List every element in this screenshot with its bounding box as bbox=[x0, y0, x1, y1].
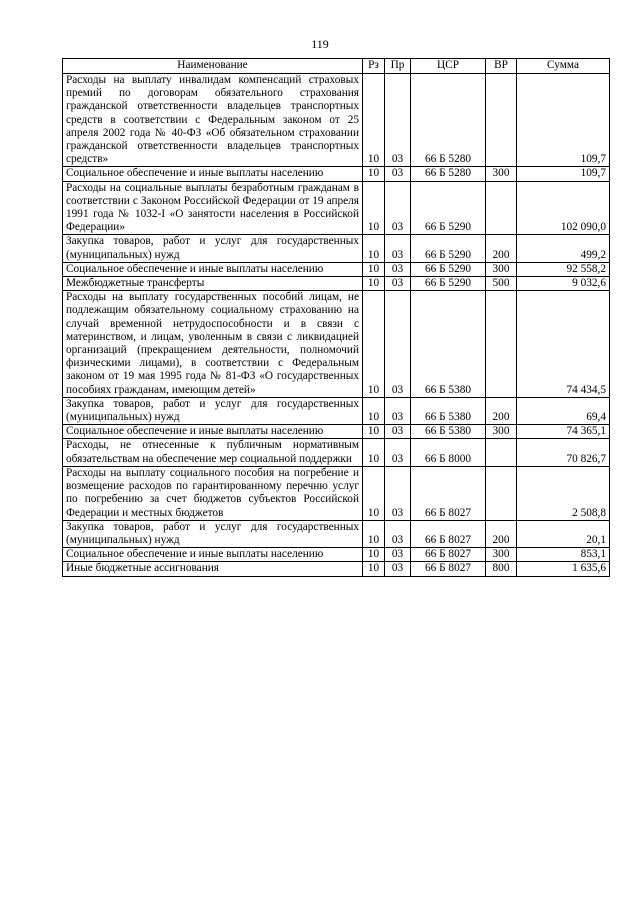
cell-pr: 03 bbox=[385, 425, 411, 439]
cell-name: Закупка товаров, работ и услуг для государственных (муниципальных) нужд bbox=[63, 235, 363, 262]
table-row bbox=[63, 277, 610, 291]
cell-csr: 66 Б 5290 bbox=[411, 181, 486, 235]
cell-sum: 102 090,0 bbox=[517, 181, 610, 235]
table-row bbox=[63, 562, 610, 576]
cell-pr: 03 bbox=[385, 181, 411, 235]
column-header-csr: ЦСР bbox=[411, 59, 486, 74]
cell-csr: 66 Б 8000 bbox=[411, 439, 486, 466]
cell-pr: 03 bbox=[385, 291, 411, 398]
cell-sum: 74 434,5 bbox=[517, 291, 610, 398]
cell-pr: 03 bbox=[385, 74, 411, 167]
table-row bbox=[63, 439, 610, 466]
cell-sum: 20,1 bbox=[517, 520, 610, 547]
cell-rz: 10 bbox=[363, 397, 385, 424]
cell-name: Закупка товаров, работ и услуг для государственных (муниципальных) нужд bbox=[63, 520, 363, 547]
cell-rz: 10 bbox=[363, 520, 385, 547]
column-header-name: Наименование bbox=[63, 59, 363, 74]
table-row bbox=[63, 181, 610, 235]
cell-name: Расходы на социальные выплаты безработным гражданам в соответствии с Законом Российской Федерации от 19 апреля 1991 года № 1032-I «О занятости населения в Российской Федерации» bbox=[63, 181, 363, 235]
table-row bbox=[63, 425, 610, 439]
table-row bbox=[63, 291, 610, 398]
column-header-rz: Рз bbox=[363, 59, 385, 74]
cell-rz: 10 bbox=[363, 562, 385, 576]
cell-rz: 10 bbox=[363, 548, 385, 562]
cell-sum: 74 365,1 bbox=[517, 425, 610, 439]
column-header-vr: ВР bbox=[486, 59, 517, 74]
cell-sum: 1 635,6 bbox=[517, 562, 610, 576]
cell-pr: 03 bbox=[385, 439, 411, 466]
cell-sum: 499,2 bbox=[517, 235, 610, 262]
cell-rz: 10 bbox=[363, 291, 385, 398]
cell-pr: 03 bbox=[385, 277, 411, 291]
cell-name: Социальное обеспечение и иные выплаты населению bbox=[63, 167, 363, 181]
cell-sum: 109,7 bbox=[517, 167, 610, 181]
budget-table bbox=[62, 58, 610, 577]
cell-csr: 66 Б 5280 bbox=[411, 74, 486, 167]
table-row bbox=[63, 520, 610, 547]
cell-csr: 66 Б 5290 bbox=[411, 235, 486, 262]
cell-sum: 853,1 bbox=[517, 548, 610, 562]
cell-pr: 03 bbox=[385, 562, 411, 576]
column-header-pr: Пр bbox=[385, 59, 411, 74]
cell-rz: 10 bbox=[363, 181, 385, 235]
cell-rz: 10 bbox=[363, 425, 385, 439]
cell-pr: 03 bbox=[385, 397, 411, 424]
cell-sum: 2 508,8 bbox=[517, 466, 610, 520]
cell-name: Иные бюджетные ассигнования bbox=[63, 562, 363, 576]
cell-vr bbox=[486, 291, 517, 398]
cell-rz: 10 bbox=[363, 466, 385, 520]
cell-pr: 03 bbox=[385, 466, 411, 520]
cell-vr: 200 bbox=[486, 397, 517, 424]
cell-csr: 66 Б 8027 bbox=[411, 466, 486, 520]
cell-vr bbox=[486, 466, 517, 520]
column-header-sum: Сумма bbox=[517, 59, 610, 74]
cell-csr: 66 Б 5280 bbox=[411, 167, 486, 181]
cell-vr: 500 bbox=[486, 277, 517, 291]
cell-vr: 200 bbox=[486, 520, 517, 547]
cell-sum: 9 032,6 bbox=[517, 277, 610, 291]
table-row bbox=[63, 548, 610, 562]
cell-vr: 300 bbox=[486, 167, 517, 181]
cell-csr: 66 Б 5380 bbox=[411, 291, 486, 398]
cell-pr: 03 bbox=[385, 262, 411, 276]
cell-name: Социальное обеспечение и иные выплаты населению bbox=[63, 548, 363, 562]
cell-csr: 66 Б 5290 bbox=[411, 277, 486, 291]
cell-name: Межбюджетные трансферты bbox=[63, 277, 363, 291]
table-row bbox=[63, 167, 610, 181]
cell-csr: 66 Б 5290 bbox=[411, 262, 486, 276]
cell-rz: 10 bbox=[363, 167, 385, 181]
cell-rz: 10 bbox=[363, 262, 385, 276]
cell-csr: 66 Б 5380 bbox=[411, 425, 486, 439]
cell-pr: 03 bbox=[385, 235, 411, 262]
cell-vr: 200 bbox=[486, 235, 517, 262]
cell-rz: 10 bbox=[363, 277, 385, 291]
cell-csr: 66 Б 8027 bbox=[411, 520, 486, 547]
cell-vr bbox=[486, 439, 517, 466]
page-number: 119 bbox=[311, 37, 329, 51]
cell-rz: 10 bbox=[363, 235, 385, 262]
cell-sum: 69,4 bbox=[517, 397, 610, 424]
cell-sum: 109,7 bbox=[517, 74, 610, 167]
cell-name: Социальное обеспечение и иные выплаты населению bbox=[63, 262, 363, 276]
cell-name: Расходы на выплату инвалидам компенсаций страховых премий по договорам обязательного страхования гражданской ответственности владельцев транспортных средств в соответствии с Федеральным законом от 25 апреля 2002 года № 40-ФЗ «Об обязательном страховании гражданской ответственности владельцев транспортных средств» bbox=[63, 74, 363, 167]
cell-pr: 03 bbox=[385, 520, 411, 547]
cell-csr: 66 Б 8027 bbox=[411, 548, 486, 562]
cell-name: Расходы на выплату социального пособия на погребение и возмещение расходов по гарантированному перечню услуг по погребению за счет бюджетов субъектов Российской Федерации и местных бюджетов bbox=[63, 466, 363, 520]
cell-vr: 300 bbox=[486, 425, 517, 439]
cell-vr bbox=[486, 181, 517, 235]
cell-rz: 10 bbox=[363, 74, 385, 167]
cell-name: Расходы на выплату государственных пособий лицам, не подлежащим обязательному социальному страхованию на случай временной нетрудоспособности и в связи с материнством, и лицам, уволенным в связи с ликвидацией организаций (прекращением деятельности, полномочий физическими лицами), в соответствии с Федеральным законом от 19 мая 1995 года № 81-ФЗ «О государственных пособиях гражданам, имеющим детей» bbox=[63, 291, 363, 398]
table-row bbox=[63, 235, 610, 262]
cell-pr: 03 bbox=[385, 167, 411, 181]
cell-csr: 66 Б 5380 bbox=[411, 397, 486, 424]
cell-sum: 70 826,7 bbox=[517, 439, 610, 466]
table-body bbox=[63, 74, 610, 577]
cell-vr: 800 bbox=[486, 562, 517, 576]
cell-name: Расходы, не отнесенные к публичным нормативным обязательствам на обеспечение мер социальной поддержки bbox=[63, 439, 363, 466]
cell-csr: 66 Б 8027 bbox=[411, 562, 486, 576]
table-row bbox=[63, 397, 610, 424]
cell-name: Социальное обеспечение и иные выплаты населению bbox=[63, 425, 363, 439]
table-header-row bbox=[63, 59, 610, 74]
cell-pr: 03 bbox=[385, 548, 411, 562]
cell-name: Закупка товаров, работ и услуг для государственных (муниципальных) нужд bbox=[63, 397, 363, 424]
table-row bbox=[63, 466, 610, 520]
cell-sum: 92 558,2 bbox=[517, 262, 610, 276]
table-row bbox=[63, 262, 610, 276]
cell-vr: 300 bbox=[486, 262, 517, 276]
table-row bbox=[63, 74, 610, 167]
cell-vr: 300 bbox=[486, 548, 517, 562]
cell-rz: 10 bbox=[363, 439, 385, 466]
cell-vr bbox=[486, 74, 517, 167]
